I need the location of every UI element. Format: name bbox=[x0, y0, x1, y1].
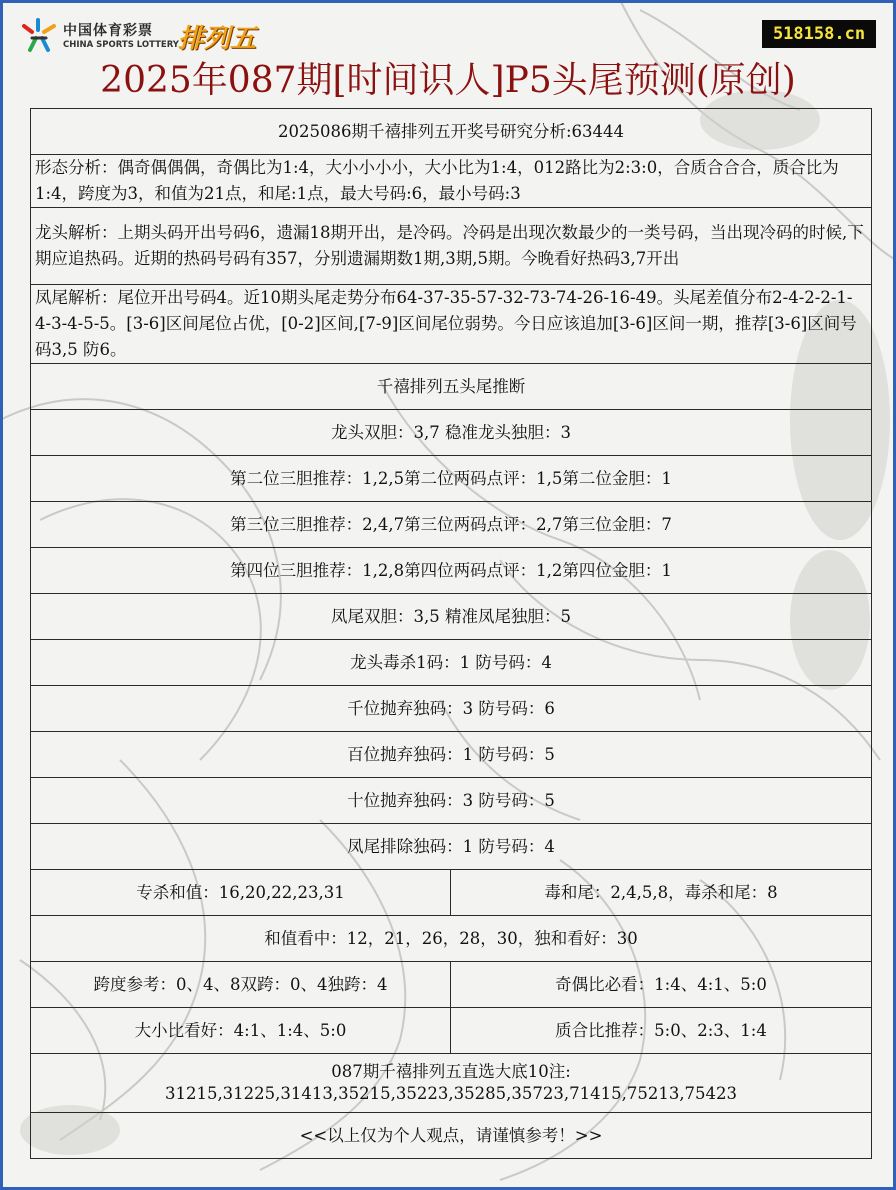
page-title: 2025年087期[时间识人]P5头尾预测(原创) bbox=[100, 60, 796, 101]
sum-tail-kill: 毒和尾：2,4,5,8，毒杀和尾：8 bbox=[451, 870, 872, 916]
lottery-star-icon bbox=[20, 18, 58, 54]
head-analysis: 龙头解析：上期头码开出号码6，遗漏18期开出，是冷码。冷码是出现次数最少的一类号码，当出现冷码的时候,下期应追热码。近期的热码号码有357，分别遗漏期数1期,3期,5期。今晚看好热码3,7开出 bbox=[31, 208, 872, 285]
lottery-logo bbox=[20, 18, 280, 58]
base-numbers-title: 087期千禧排列五直选大底10注: bbox=[331, 1062, 571, 1081]
prediction-table bbox=[30, 108, 872, 1159]
tail-pick: 凤尾双胆：3,5 精准凤尾独胆：5 bbox=[31, 594, 872, 640]
prime-composite-ratio: 质合比推荐：5:0、2:3、1:4 bbox=[451, 1008, 872, 1054]
position-4-pick: 第四位三胆推荐：1,2,8第四位两码点评：1,2第四位金胆：1 bbox=[31, 548, 872, 594]
big-small-ratio: 大小比看好：4:1、1:4、5:0 bbox=[31, 1008, 451, 1054]
tail-analysis: 凤尾解析：尾位开出号码4。近10期头尾走势分布64-37-35-57-32-73-74-26-16-49。头尾差值分布2-4-2-2-1-4-3-4-5-5。[3-6]区间尾位占优，[0-2]区间,[7-9]区间尾位弱势。今日应该追加[3-6]区间一期，推荐[3-6]区间号码3,5 防6。 bbox=[31, 285, 872, 364]
base-numbers-cell bbox=[31, 1054, 872, 1113]
position-2-pick: 第二位三胆推荐：1,2,5第二位两码点评：1,5第二位金胆：1 bbox=[31, 456, 872, 502]
head-kill: 龙头毒杀1码：1 防号码：4 bbox=[31, 640, 872, 686]
site-badge[interactable]: 518158.cn bbox=[762, 20, 876, 48]
span-reference: 跨度参考：0、4、8双跨：0、4独跨：4 bbox=[31, 962, 451, 1008]
footer-note: <<以上仅为个人观点，请谨慎参考！>> bbox=[31, 1113, 872, 1159]
header bbox=[0, 0, 896, 108]
logo-game-name: 排列五 bbox=[178, 24, 257, 54]
position-3-pick: 第三位三胆推荐：2,4,7第三位两码点评：2,7第三位金胆：7 bbox=[31, 502, 872, 548]
sum-pick: 和值看中：12，21，26，28，30，独和看好：30 bbox=[31, 916, 872, 962]
logo-chinese-text: 中国体育彩票 bbox=[63, 23, 153, 39]
odd-even-ratio: 奇偶比必看：1:4、4:1、5:0 bbox=[451, 962, 872, 1008]
head-pick: 龙头双胆：3,7 稳准龙头独胆：3 bbox=[31, 410, 872, 456]
hundreds-kill: 百位抛弃独码：1 防号码：5 bbox=[31, 732, 872, 778]
tens-kill: 十位抛弃独码：3 防号码：5 bbox=[31, 778, 872, 824]
judgement-header: 千禧排列五头尾推断 bbox=[31, 364, 872, 410]
form-analysis: 形态分析：偶奇偶偶偶，奇偶比为1:4，大小小小小，大小比为1:4，012路比为2:3:0，合质合合合，质合比为1:4，跨度为3，和值为21点，和尾:1点，最大号码:6，最小号码:3 bbox=[31, 155, 872, 208]
analysis-header: 2025086期千禧排列五开奖号研究分析:63444 bbox=[31, 109, 872, 155]
logo-english-text: CHINA SPORTS LOTTERY bbox=[63, 40, 179, 50]
sum-kill: 专杀和值：16,20,22,23,31 bbox=[31, 870, 451, 916]
tail-kill: 凤尾排除独码：1 防号码：4 bbox=[31, 824, 872, 870]
thousands-kill: 千位抛弃独码：3 防号码：6 bbox=[31, 686, 872, 732]
base-numbers-list: 31215,31225,31413,35215,35223,35285,35723,71415,75213,75423 bbox=[164, 1084, 738, 1103]
